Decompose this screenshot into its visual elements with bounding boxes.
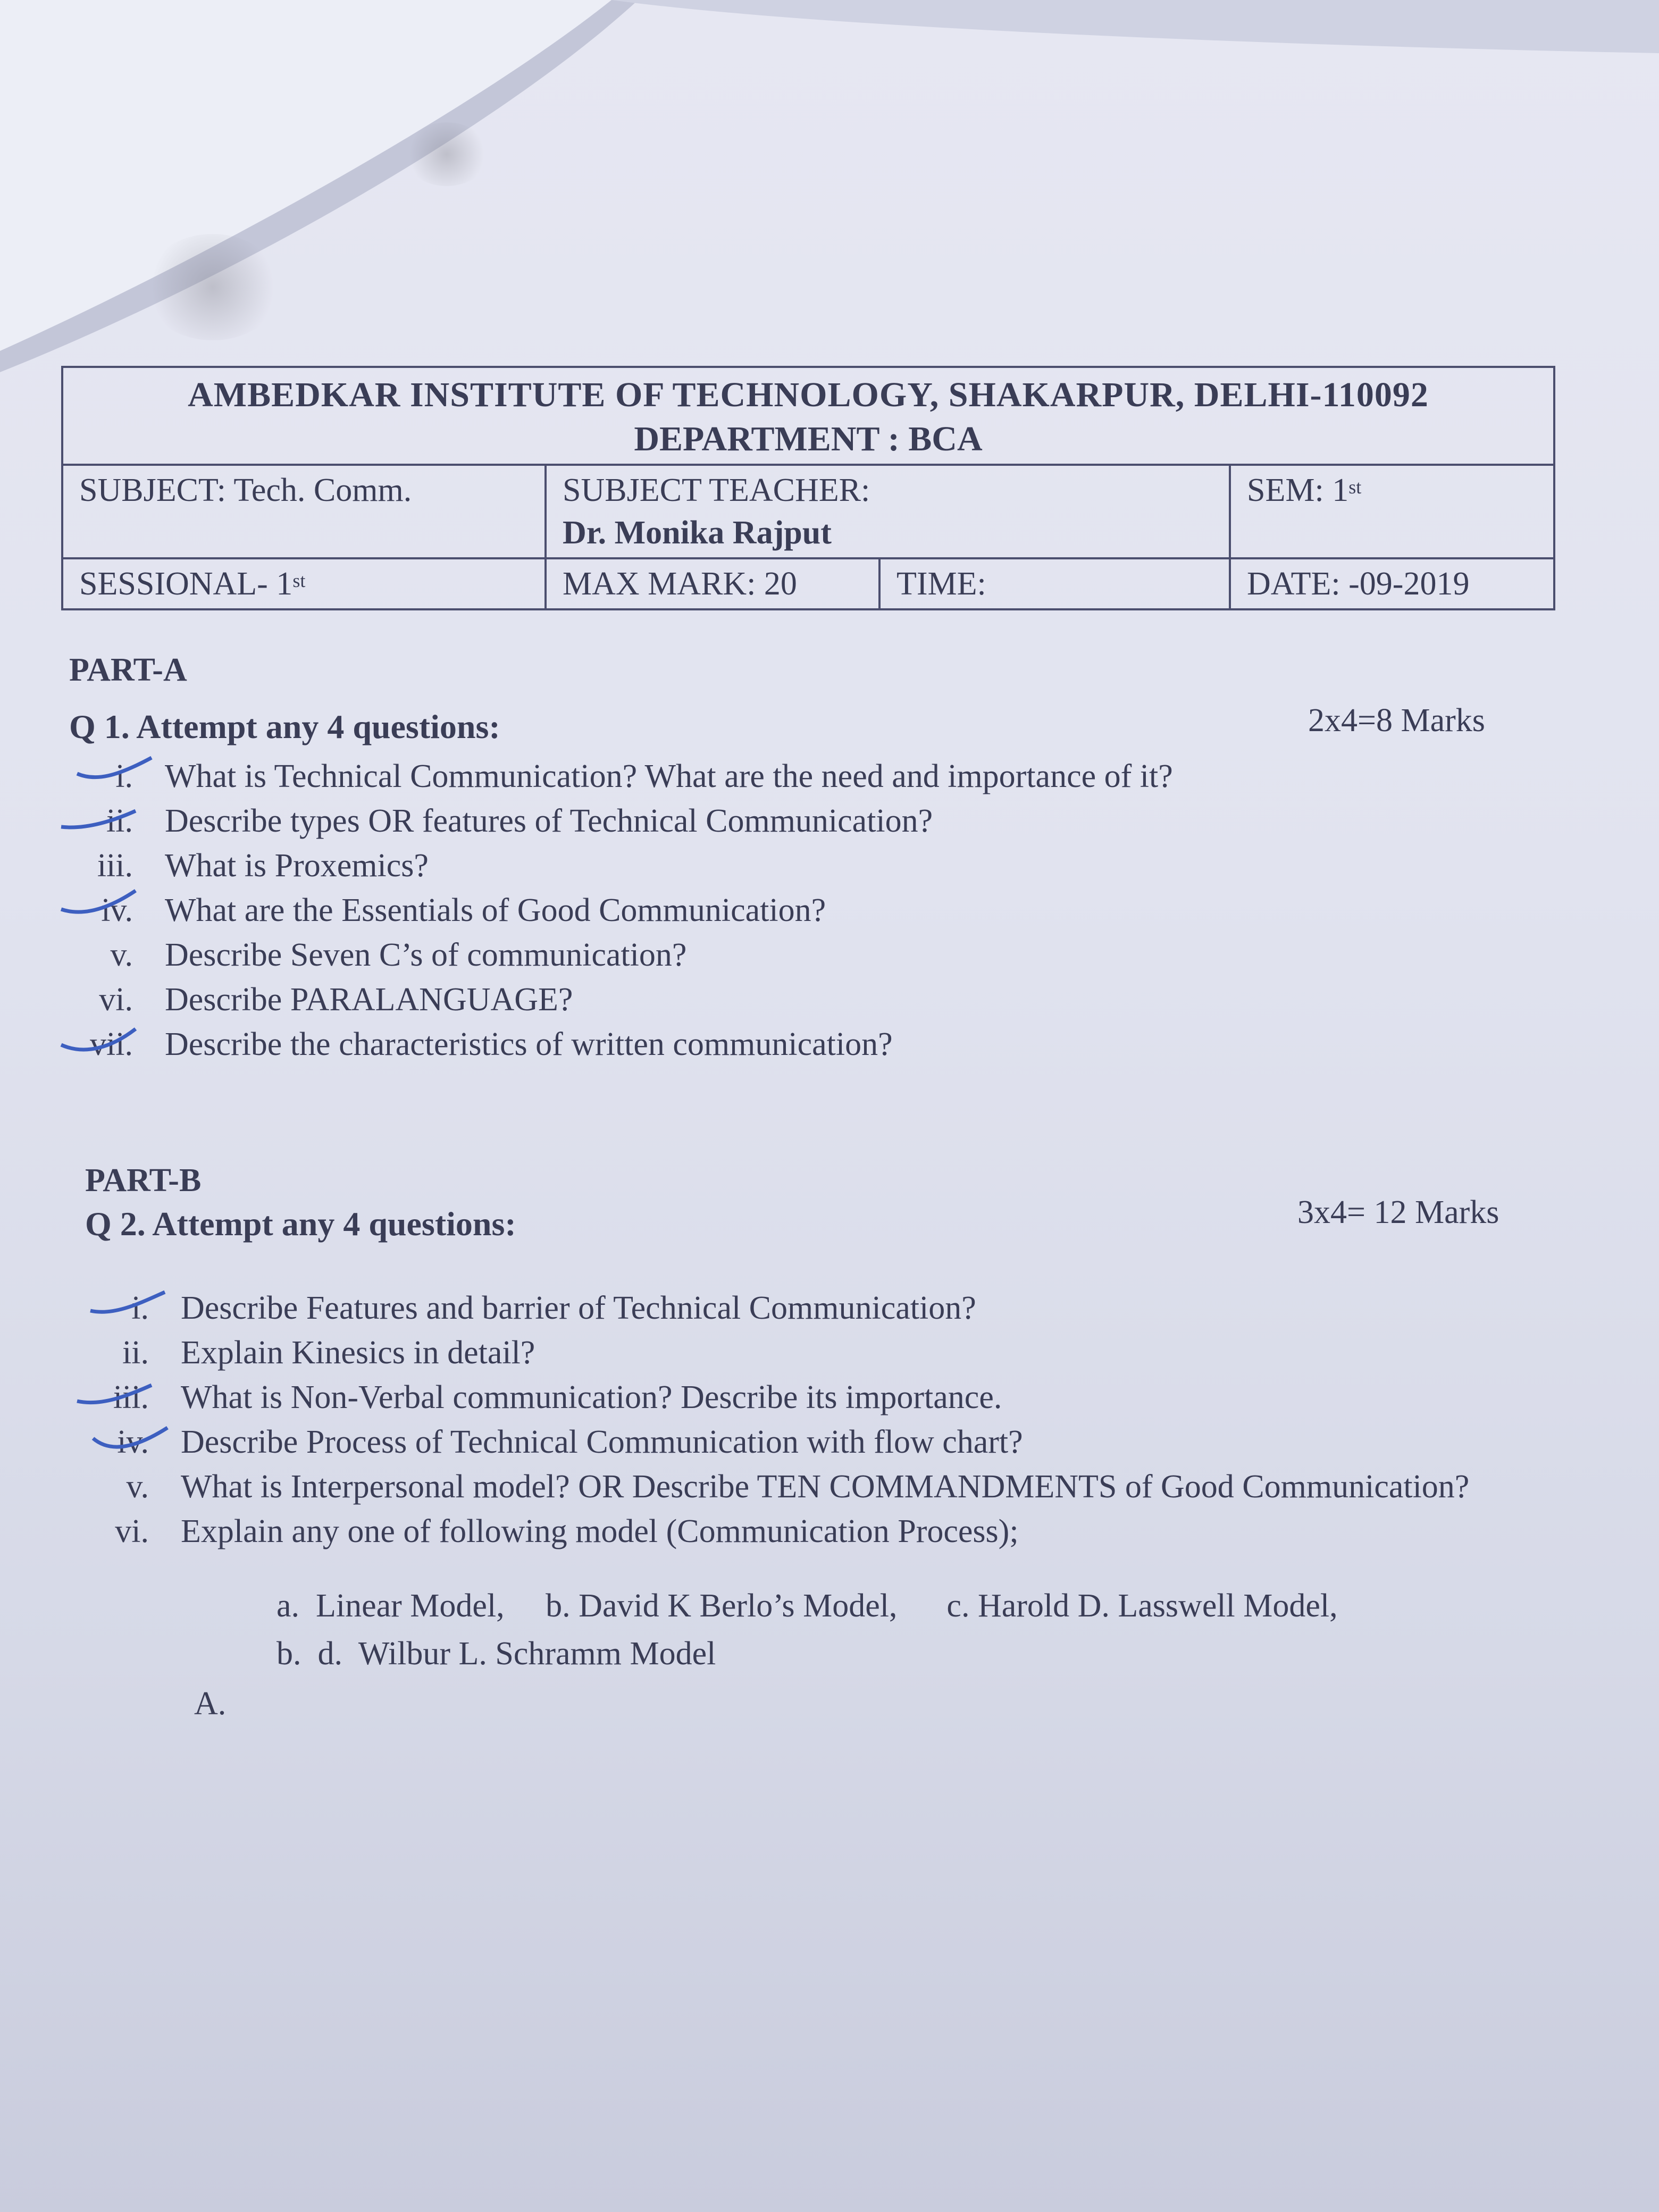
semester-suffix: st bbox=[1348, 476, 1362, 498]
item-text: Describe Process of Technical Communication with flow chart? bbox=[181, 1424, 1023, 1460]
item-text: What is Non-Verbal communication? Describe its importance. bbox=[181, 1379, 1002, 1415]
part-a-question: Q 1. Attempt any 4 questions: bbox=[69, 708, 500, 745]
list-item bbox=[53, 754, 1542, 799]
item-text: What is Technical Communication? What are the need and importance of it? bbox=[165, 758, 1173, 794]
item-text: Explain Kinesics in detail? bbox=[181, 1335, 535, 1371]
sem-cell bbox=[1229, 466, 1553, 557]
handwritten-tick-mark bbox=[74, 755, 154, 787]
item-number: vi. bbox=[115, 1513, 149, 1549]
part-b-question-list bbox=[69, 1286, 1537, 1554]
handwritten-tick-mark bbox=[58, 803, 138, 835]
sessional: SESSIONAL- 1 bbox=[79, 566, 293, 602]
stain bbox=[404, 122, 489, 186]
department: DEPARTMENT : BCA bbox=[634, 420, 983, 458]
item-text: Describe types OR features of Technical Communication? bbox=[165, 803, 933, 839]
semester: SEM: 1 bbox=[1247, 472, 1349, 508]
item-number: i. bbox=[131, 1290, 149, 1326]
list-item bbox=[53, 933, 1542, 977]
model-options-line-2: b. d. Wilbur L. Schramm Model bbox=[276, 1636, 716, 1672]
handwritten-tick-mark bbox=[88, 1287, 167, 1319]
part-b-title: PART-B bbox=[85, 1162, 202, 1199]
item-number: iii. bbox=[113, 1379, 149, 1415]
time-cell bbox=[878, 559, 1229, 608]
institute-name: AMBEDKAR INSTITUTE OF TECHNOLOGY, SHAKARPUR, DELHI-110092 bbox=[188, 375, 1429, 414]
time: TIME: bbox=[896, 566, 986, 602]
item-number: iv. bbox=[117, 1424, 149, 1460]
model-options-line-1: a. Linear Model, b. David K Berlo’s Model, c. Harold D. Lasswell Model, bbox=[276, 1588, 1338, 1624]
part-b-question: Q 2. Attempt any 4 questions: bbox=[85, 1205, 516, 1243]
item-text: Describe the characteristics of written communication? bbox=[165, 1026, 893, 1062]
institute-block bbox=[63, 368, 1553, 464]
item-text: Explain any one of following model (Communication Process); bbox=[181, 1513, 1019, 1549]
header-row-sessional bbox=[63, 557, 1553, 608]
item-number: iv. bbox=[101, 892, 133, 928]
handwritten-tick-mark bbox=[90, 1425, 170, 1457]
item-number: v. bbox=[110, 937, 133, 973]
part-a-title: PART-A bbox=[69, 652, 187, 688]
list-item bbox=[69, 1509, 1537, 1554]
list-item bbox=[53, 1022, 1542, 1067]
item-text: Describe Features and barrier of Technical Communication? bbox=[181, 1290, 976, 1326]
list-item bbox=[69, 1330, 1537, 1375]
max-mark-cell bbox=[544, 559, 878, 608]
part-a-marks: 2x4=8 Marks bbox=[1308, 702, 1485, 739]
handwritten-tick-mark bbox=[58, 888, 138, 920]
list-item bbox=[69, 1420, 1537, 1464]
item-number: ii. bbox=[106, 803, 133, 839]
part-a-question-list bbox=[53, 754, 1542, 1067]
list-item bbox=[53, 843, 1542, 888]
list-item bbox=[53, 799, 1542, 843]
handwritten-tick-mark bbox=[74, 1377, 154, 1409]
item-text: What are the Essentials of Good Communication? bbox=[165, 892, 826, 928]
teacher-label: SUBJECT TEACHER: bbox=[563, 472, 870, 508]
item-number: ii. bbox=[122, 1335, 149, 1371]
list-item bbox=[53, 888, 1542, 933]
stain bbox=[144, 234, 282, 340]
part-b-marks: 3x4= 12 Marks bbox=[1297, 1194, 1499, 1230]
handwritten-tick-mark bbox=[58, 1026, 138, 1058]
item-text: What is Interpersonal model? OR Describe TEN COMMANDMENTS of Good Communication? bbox=[181, 1469, 1470, 1505]
header-row-subject bbox=[63, 464, 1553, 557]
item-number: vii. bbox=[90, 1026, 133, 1062]
subject: SUBJECT: Tech. Comm. bbox=[79, 472, 412, 508]
date: DATE: -09-2019 bbox=[1247, 566, 1470, 602]
list-item bbox=[53, 977, 1542, 1022]
teacher-name: Dr. Monika Rajput bbox=[563, 515, 832, 551]
sessional-suffix: st bbox=[292, 570, 306, 591]
folded-corner bbox=[0, 0, 1659, 404]
item-number: i. bbox=[115, 758, 133, 794]
list-item bbox=[69, 1286, 1537, 1330]
item-number: v. bbox=[126, 1469, 149, 1505]
item-text: Describe Seven C’s of communication? bbox=[165, 937, 687, 973]
trailing-label: A. bbox=[194, 1686, 227, 1722]
item-number: vi. bbox=[99, 982, 133, 1018]
subject-cell bbox=[63, 466, 544, 557]
sessional-cell bbox=[63, 559, 544, 608]
item-number: iii. bbox=[97, 848, 133, 884]
teacher-cell bbox=[544, 466, 1229, 557]
date-cell bbox=[1229, 559, 1553, 608]
list-item bbox=[69, 1375, 1537, 1420]
item-text: Describe PARALANGUAGE? bbox=[165, 982, 573, 1018]
exam-header-table bbox=[61, 366, 1555, 610]
max-mark: MAX MARK: 20 bbox=[563, 566, 797, 602]
item-text: What is Proxemics? bbox=[165, 848, 429, 884]
list-item bbox=[69, 1464, 1537, 1509]
